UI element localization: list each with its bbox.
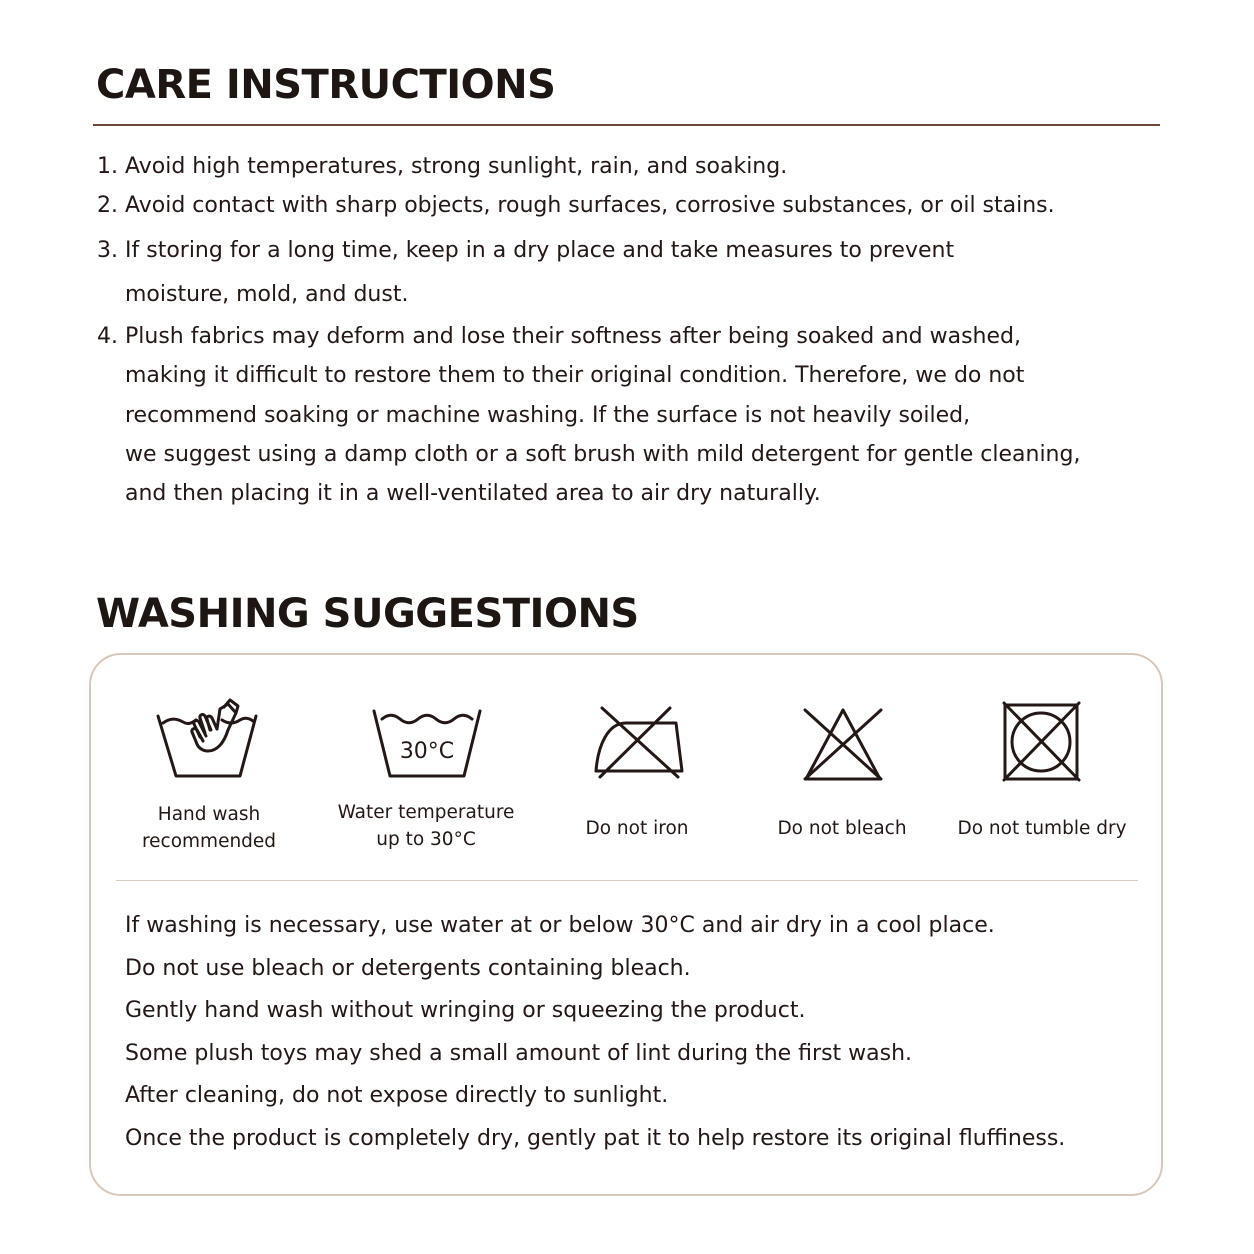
panel-divider	[116, 880, 1138, 881]
symbol-label: Hand wash recommended	[141, 804, 277, 852]
washing-note: Do not use bleach or detergents containing bleach.	[125, 955, 691, 981]
care-symbols-row	[91, 655, 1161, 855]
care-item-number: 3.	[97, 237, 118, 263]
care-item-text: moisture, mold, and dust.	[125, 281, 409, 307]
washing-notes-list	[125, 907, 1065, 1162]
care-item	[97, 229, 1127, 317]
symbol-label: Do not tumble dry	[957, 818, 1127, 839]
care-item-number: 4.	[97, 323, 118, 349]
care-instructions-heading: CARE INSTRUCTIONS	[96, 62, 556, 108]
washing-suggestions-heading: WASHING SUGGESTIONS	[96, 591, 639, 637]
symbol-label: Water temperature up to 30°C	[337, 802, 515, 850]
symbol-label: Do not bleach	[777, 818, 907, 839]
wash-30-icon	[372, 707, 484, 779]
care-instructions-list	[97, 147, 1127, 514]
care-item	[97, 186, 1127, 225]
care-item-text: Avoid high temperatures, strong sunlight, rain, and soaking.	[125, 154, 788, 179]
care-item-number: 1.	[97, 154, 118, 179]
do-not-bleach-icon	[802, 707, 884, 783]
heading-divider	[93, 124, 1160, 126]
washing-note: If washing is necessary, use water at or below 30°C and air dry in a cool place.	[125, 913, 995, 938]
care-item	[97, 317, 1127, 514]
symbol-label: Do not iron	[585, 818, 689, 839]
wash-temperature-text: 30°C	[399, 739, 455, 764]
care-item-text: If storing for a long time, keep in a dry place and take measures to prevent	[125, 237, 955, 263]
washing-note: Once the product is completely dry, gently pat it to help restore its original fluffiness.	[125, 1125, 1066, 1151]
washing-note: Some plush toys may shed a small amount of lint during the first wash.	[125, 1040, 913, 1066]
care-item-text: Plush fabrics may deform and lose their softness after being soaked and washed,	[125, 323, 1021, 349]
care-item-text: making it difficult to restore them to their original condition. Therefore, we do not	[125, 363, 1025, 389]
care-item	[97, 147, 1127, 186]
washing-note: After cleaning, do not expose directly to sunlight.	[125, 1083, 669, 1108]
care-item-number: 2.	[97, 193, 118, 219]
do-not-iron-icon	[594, 705, 684, 779]
care-item-text: Avoid contact with sharp objects, rough surfaces, corrosive substances, or oil stains.	[125, 193, 1055, 219]
washing-suggestions-panel	[89, 653, 1163, 1196]
do-not-tumble-dry-icon	[1002, 701, 1082, 783]
washing-note: Gently hand wash without wringing or squeezing the product.	[125, 998, 806, 1023]
care-item-text: and then placing it in a well-ventilated area to air dry naturally.	[125, 481, 821, 507]
hand-wash-icon	[156, 697, 260, 781]
care-item-text: we suggest using a damp cloth or a soft brush with mild detergent for gentle cleaning,	[125, 442, 1081, 468]
care-item-text: recommend soaking or machine washing. If the surface is not heavily soiled,	[125, 402, 971, 428]
